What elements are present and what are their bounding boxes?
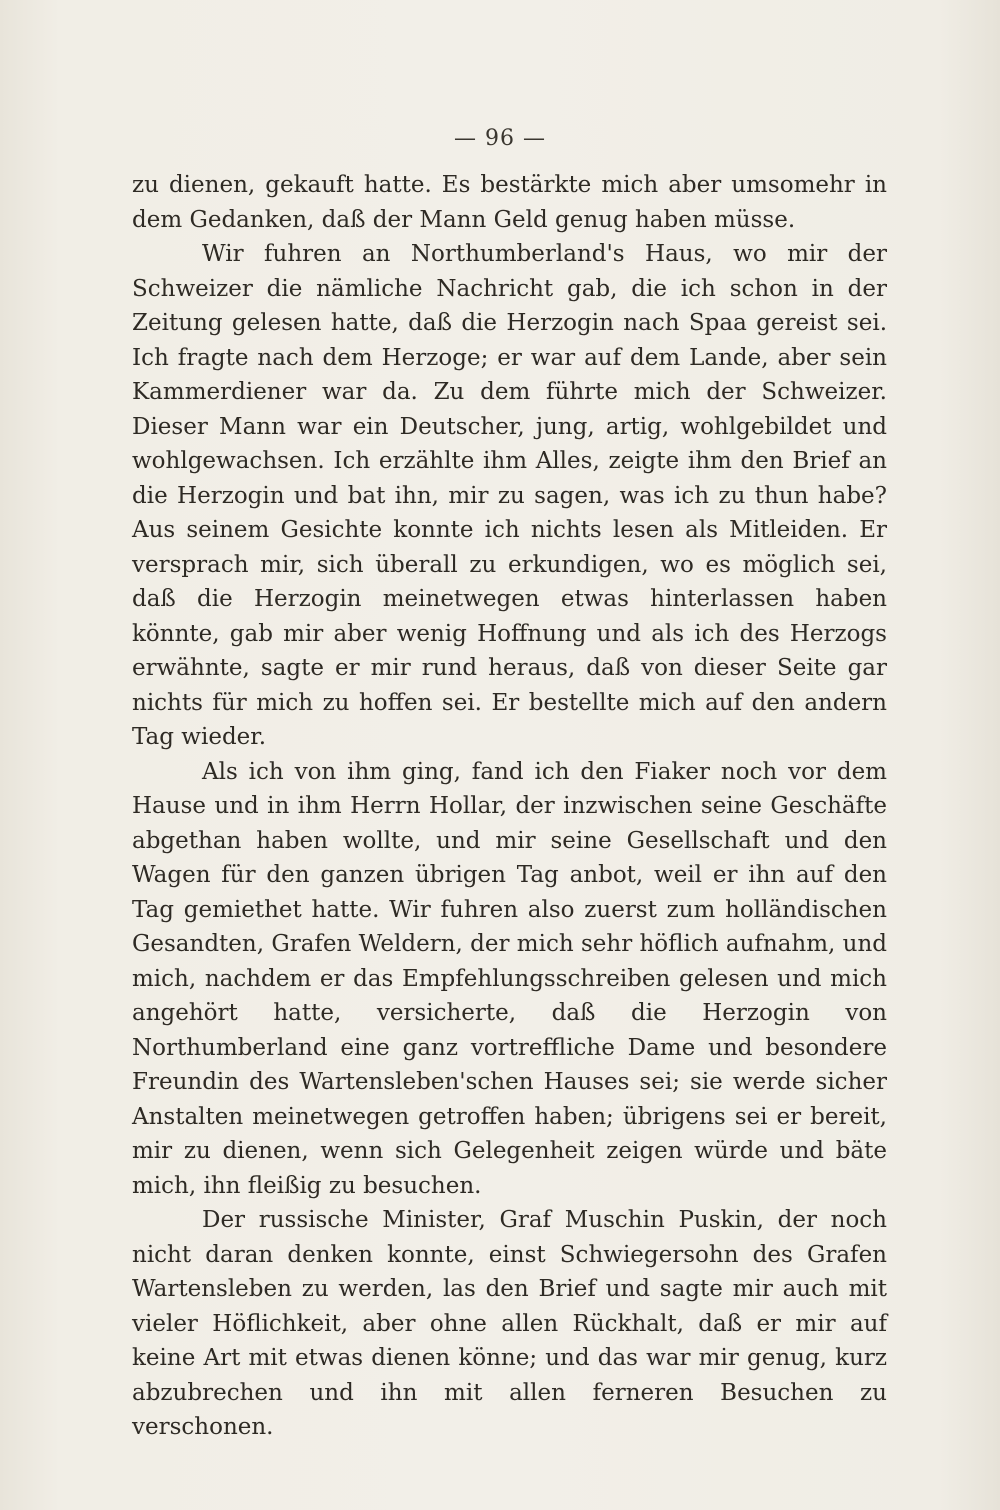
paragraph-2: Wir fuhren an Northumberland's Haus, wo mir der Schweizer die nämliche Nachricht gab, die ich schon in der Zeitung gelesen hatte, daß die Herzogin nach Spaa gereist sei. Ich fragte nach dem Herzoge; er war auf dem Lande, aber sein Kammerdiener war da. Zu dem führte mich der Schweizer. Dieser Mann war ein Deutscher, jung, artig, wohlgebildet und wohlgewachsen. Ich erzählte ihm Alles, zeigte ihm den Brief an die Herzogin und bat ihn, mir zu sagen, was ich zu thun habe? Aus seinem Gesichte konnte ich nichts lesen als Mitleiden. Er versprach mir, sich überall zu erkundigen, wo es möglich sei, daß die Herzogin meinetwegen etwas hinterlassen haben könnte, gab mir aber wenig Hoffnung und als ich des Herzogs erwähnte, sagte er mir rund heraus, daß von dieser Seite gar nichts für mich zu hoffen sei. Er bestellte mich auf den andern Tag wieder.	[132, 241, 887, 750]
paragraph-3: Als ich von ihm ging, fand ich den Fiaker noch vor dem Hause und in ihm Herrn Hollar, der inzwischen seine Geschäfte abgethan haben wollte, und mir seine Gesellschaft und den Wagen für den ganzen übrigen Tag anbot, weil er ihn auf den Tag gemiethet hatte. Wir fuhren also zuerst zum holländischen Gesandten, Grafen Weldern, der mich sehr höflich aufnahm, und mich, nachdem er das Empfehlungsschreiben gelesen und mich angehört hatte, versicherte, daß die Herzogin von Northumberland eine ganz vortreffliche Dame und besondere Freundin des Wartensleben'schen Hauses sei; sie werde sicher Anstalten meinetwegen getroffen haben; übrigens sei er bereit, mir zu dienen, wenn sich Gelegenheit zeigen würde und bäte mich, ihn fleißig zu besuchen.	[132, 758, 888, 1199]
paragraph-1: zu dienen, gekauft hatte. Es bestärkte mich aber umsomehr in dem Gedanken, daß der Mann Geld genug haben müsse.	[132, 172, 887, 233]
paragraph-4: Der russische Minister, Graf Muschin Puskin, der noch nicht daran denken konnte, einst Schwiegersohn des Grafen Wartensleben zu werden, las den Brief und sagte mir auch mit vieler Höflichkeit, aber ohne allen Rückhalt, daß er mir auf keine Art mit etwas dienen könne; und das war mir genug, kurz abzubrechen und ihn mit allen ferneren Besuchen zu verschonen.	[132, 1207, 887, 1440]
text-body	[132, 168, 887, 1445]
page-number: — 96 —	[454, 126, 546, 151]
